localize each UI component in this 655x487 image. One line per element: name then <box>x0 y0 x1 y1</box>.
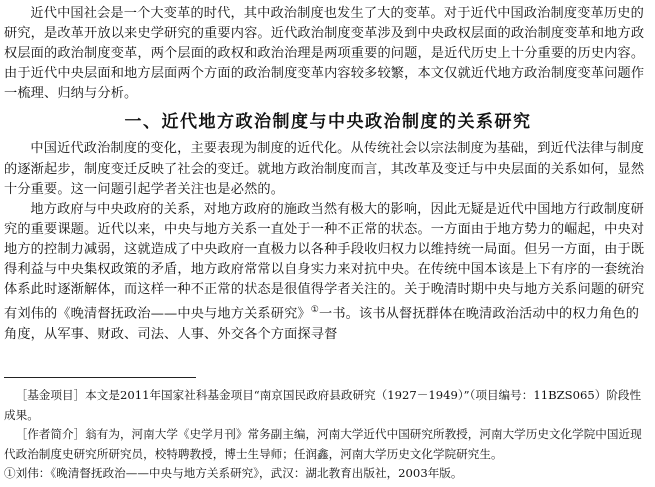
body-paragraph-1: 中国近代政治制度的变化，主要表现为制度的近代化。从传统社会以宗法制度为基础，到近代法律与制度的逐渐起步，制度变迁反映了社会的变迁。就地方政治制度而言，其改革及变迁与中央层面的关系如何，显然十分重要。这一问题引起学者关注也是必然的。 <box>4 141 645 197</box>
section-heading: 一、近代地方政治制度与中央政治制度的关系研究 <box>124 112 532 133</box>
body-paragraph-2 <box>4 200 652 345</box>
article-body <box>4 4 652 345</box>
fund-note: ［基金项目］本文是2011年国家社科基金项目“南京国民政府县政研究（1927－1949）”（项目编号：11BZS065）阶段性成果。 <box>4 388 642 422</box>
author-note: ［作者简介］翁有为，河南大学《史学月刊》常务副主编，河南大学近代中国研究所教授，河南大学历史文化学院中国近现代政治制度史研究所研究员，校特聘教授，博士生导师；任润鑫，河南大学历史文化学院研究生。 <box>4 427 642 461</box>
footnotes <box>4 386 652 484</box>
body-paragraph-2-main: 地方政府与中央政府的关系，对地方政府的施政当然有极大的影响，因此无疑是近代中国地方行政制度研究的重要课题。近代以来，中央与地方关系一直处于一种不正常的状态。一方面由于地方势力的崛起，中央对地方的控制力减弱，这就造成了中央政府一直极力以各种手段收归权力以维持统一局面。但另一方面，由于既得利益与中央集权政策的矛盾，地方政府常常以自身实力来对抗中央。在传统中国本该是上下有序的一套统治体系此时逐渐解体，而这样一种不正常的状态是很值得学者关注的。关于晚清时期中央与地方关系问题的研究有刘伟的《晚清督抚政治——中央与地方关系研究》 <box>4 201 645 322</box>
intro-paragraph: 近代中国社会是一个大变革的时代，其中政治制度也发生了大的变革。对于近代中国政治制度变革历史的研究，是改革开放以来史学研究的重要内容。近代政治制度变革涉及到中央政权层面的政治制度变革和地方政权层面的政治制度变革，两个层面的政权和政治治理是两项重要的问题，是近代历史上十分重要的历史内容。由于近代中央层面和地方层面两个方面的政治制度变革内容较多较繁，本文仅就近代地方政治制度变革问题作一梳理、归纳与分析。 <box>4 6 645 102</box>
footnote-divider <box>4 377 196 378</box>
body-paragraph-2-tail: 一书。该书从督抚群体在晚清政治活动中的权力角色的角度，从军事、财政、司法、人事、外交各个方面探寻督 <box>4 306 640 342</box>
footnote-1: ①刘伟：《晚清督抚政治——中央与地方关系研究》，武汉：湖北教育出版社，2003年版。 <box>4 466 463 480</box>
footnote-marker: ① <box>310 305 319 316</box>
